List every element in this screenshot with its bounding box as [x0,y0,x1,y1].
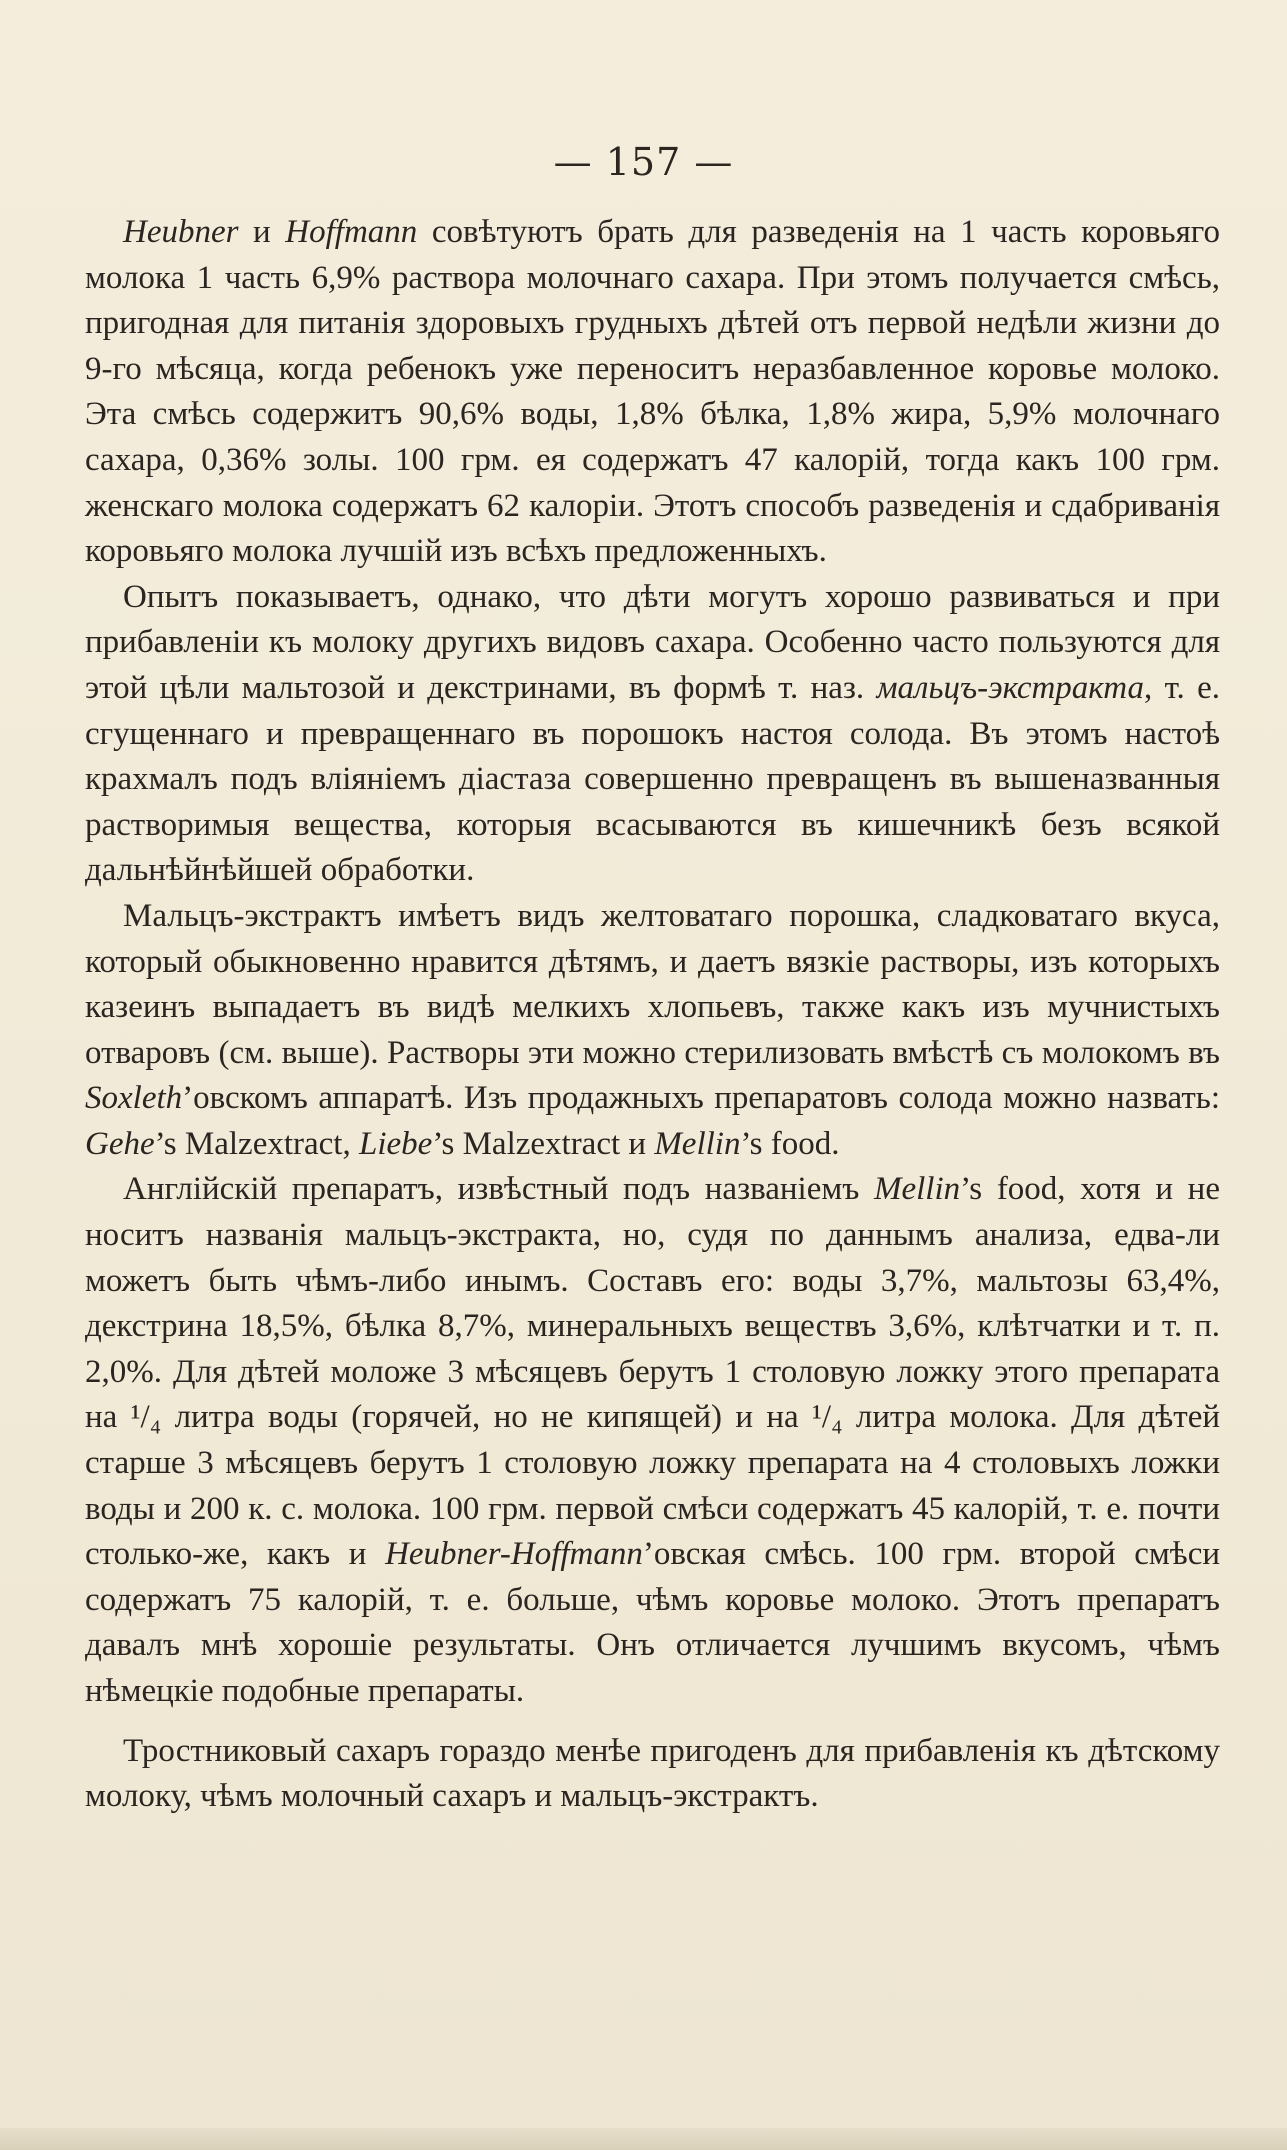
text-segment: , т. е. сгущеннаго и превращеннаго въ порошокъ настоя солода. Въ этомъ настоѣ крахмалъ подъ вліяніемъ діастаза совершенно превращенъ въ вышеназванныя растворимыя вещества, которыя всасываются въ кишечникѣ безъ всякой дальнѣйнѣйшей обработки. [85,669,1220,889]
italic-text: Heubner [123,214,239,250]
italic-text: Liebe [358,1125,433,1162]
text-segment: Англійскій препаратъ, извѣстный подъ названіемъ [123,1171,874,1208]
text-segment: ’s food, хотя и не носитъ названія мальцъ-экстракта, но, судя по даннымъ анализа, едва-ли можетъ быть чѣмъ-либо инымъ. Составъ его: воды 3,7%, мальтозы 63,4%, декстрина 18,5%, бѣлка 8,7%, минеральныхъ веществъ 3,6%, клѣтчатки и т. п. 2,0%. Для дѣтей моложе 3 мѣсяцевъ берутъ 1 столовую ложку этого препарата на ¹/₄ литра воды (горячей, но не кипящей) и на ¹/₄ литра молока. Для дѣтей старше 3 мѣсяцевъ берутъ 1 столовую ложку препарата на 4 столовыхъ ложки воды и 200 к. с. молока. 100 грм. первой смѣси содержатъ 45 калорій, т. е. почти столько-же, какъ и [85,1171,1220,1573]
text-segment: ’s food. [740,1125,840,1162]
body-text [85,210,1220,1820]
page-bottom-edge [0,2128,1287,2150]
italic-text: Heubner-Hoffmann [385,1536,643,1573]
text-segment: Опытъ показываетъ, однако, что дѣти могутъ хорошо развиваться и при прибавленіи къ молоку другихъ видовъ сахара. Особенно часто пользуются для этой цѣли мальтозой и декстринами, въ формѣ т. наз. [85,578,1220,706]
italic-text: Soxleth [85,1080,183,1117]
text-segment: совѣтуютъ брать для разведенія на 1 часть коровьяго молока 1 часть 6,9% раствора молочнаго сахара. При этомъ получается смѣсь, пригодная для питанія здоровыхъ грудныхъ дѣтей отъ первой недѣли жизни до 9-го мѣсяца, когда ребенокъ уже переноситъ неразбавленное коровье молоко. Эта смѣсь содержитъ 90,6% воды, 1,8% бѣлка, 1,8% жира, 5,9% молочнаго сахара, 0,36% золы. 100 грм. ея содержатъ 47 калорій, тогда какъ 100 грм. женскаго молока содержатъ 62 калоріи. Этотъ способъ разведенія и сдабриванія коровьяго молока лучшій изъ всѣхъ предложенныхъ. [85,214,1220,570]
text-segment: ’овскомъ аппаратѣ. Изъ продажныхъ препаратовъ солода можно назвать: [182,1080,1220,1117]
paragraph [85,1167,1220,1714]
italic-text: Gehe [85,1125,155,1162]
paragraph [85,1729,1220,1820]
paragraph [85,210,1220,575]
text-segment: Тростниковый сахаръ гораздо менѣе пригоденъ для прибавленія къ дѣтскому молоку, чѣмъ молочный сахаръ и мальцъ-экстрактъ. [85,1732,1220,1815]
paragraph [85,575,1220,894]
italic-text: Mellin [873,1171,961,1208]
text-segment: ’s Malzextract, [154,1125,359,1162]
page-number: — 157 — [553,140,734,184]
italic-text: мальцъ-экстракта [876,669,1145,706]
italic-text: Hoffmann [285,214,418,250]
text-segment: и [238,214,286,250]
text-segment: Мальцъ-экстрактъ имѣетъ видъ желтоватаго порошка, сладковатаго вкуса, который обыкновенно нравится дѣтямъ, и даетъ вязкіе растворы, изъ которыхъ казеинъ выпадаетъ въ видѣ мелкихъ хлопьевъ, также какъ изъ мучнистыхъ отваровъ (см. выше). Растворы эти можно стерилизовать вмѣстѣ съ молокомъ въ [85,897,1220,1071]
text-segment: ’овская смѣсь. 100 грм. второй смѣси содержатъ 75 калорій, т. е. больше, чѣмъ коровье молоко. Этотъ препаратъ давалъ мнѣ хорошіе результаты. Онъ отличается лучшимъ вкусомъ, чѣмъ нѣмецкіе подобные препараты. [85,1536,1220,1709]
text-segment: ’s Malzextract и [432,1125,655,1162]
italic-text: Mellin [654,1125,741,1162]
paragraph [85,894,1220,1168]
